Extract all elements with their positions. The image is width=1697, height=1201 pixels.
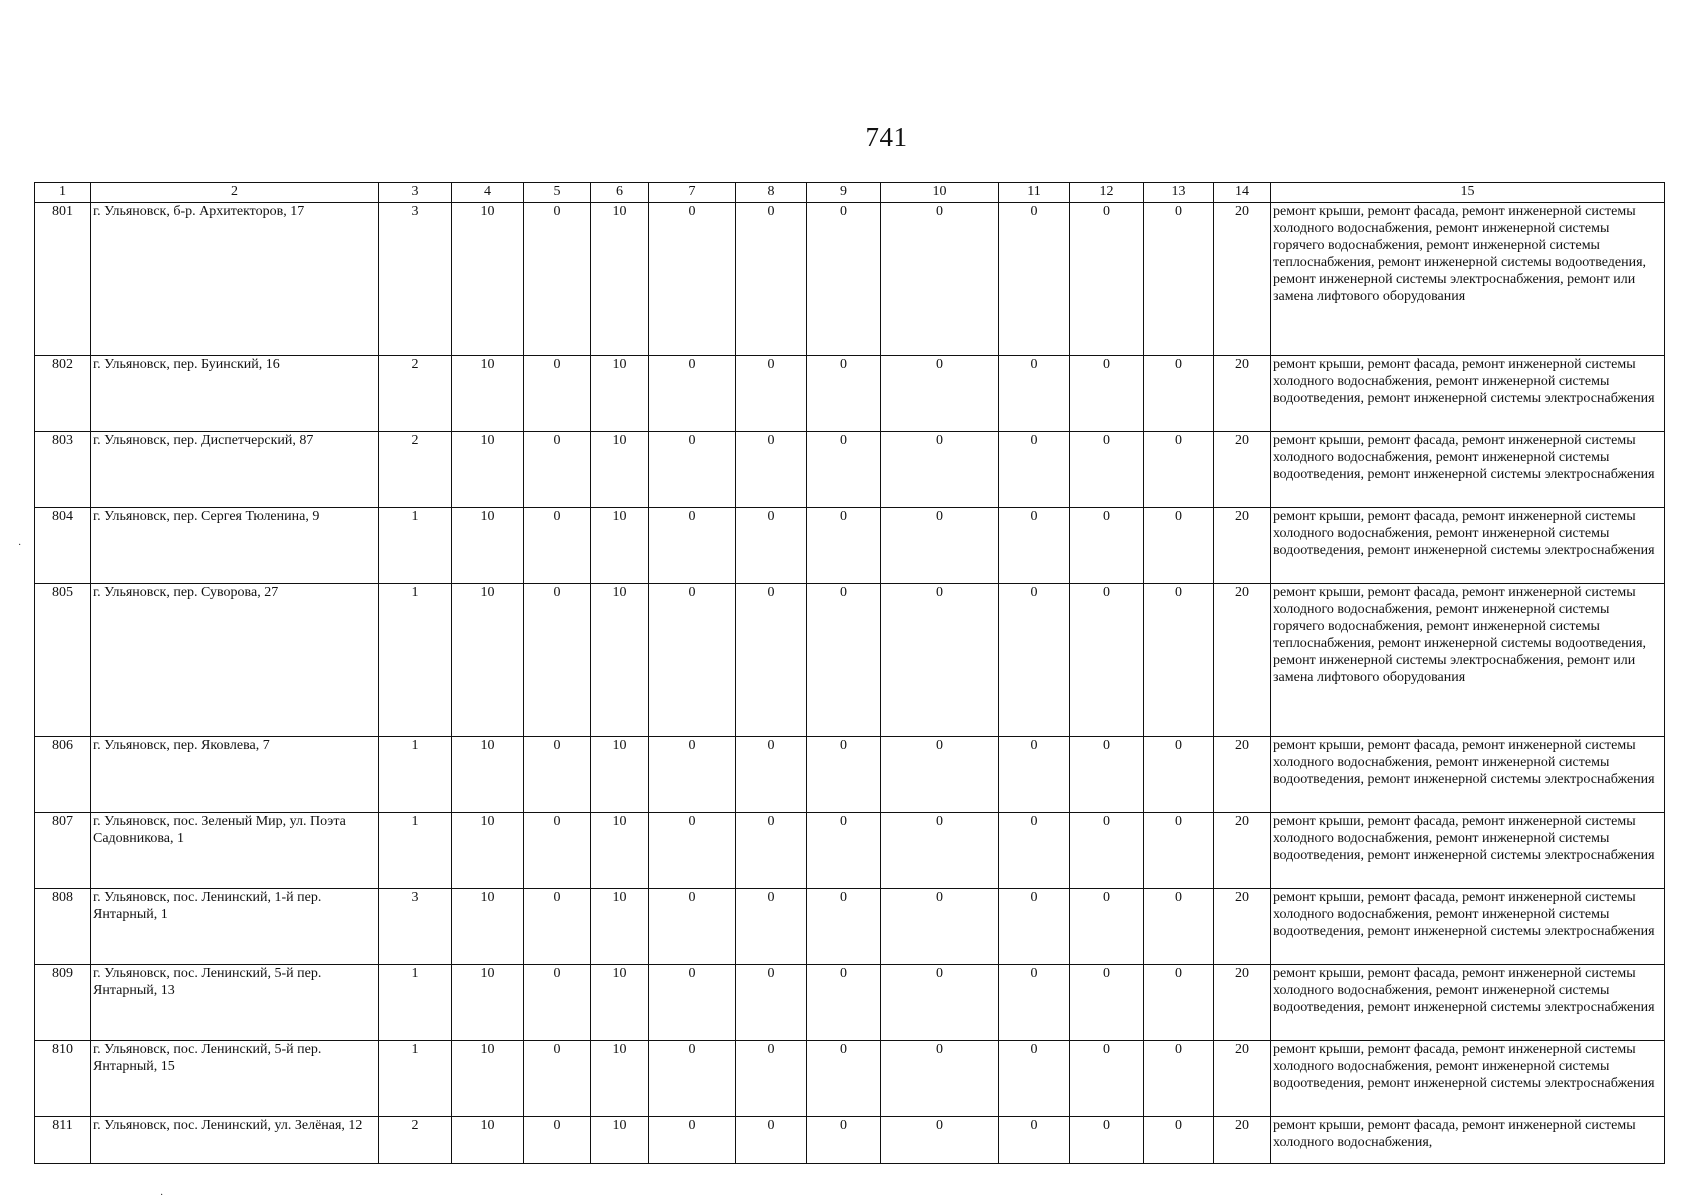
column-header: 5 <box>524 183 591 203</box>
value-cell-c12: 0 <box>1070 1041 1144 1117</box>
value-cell-c6: 10 <box>591 1117 649 1164</box>
column-header: 13 <box>1144 183 1214 203</box>
value-cell-c11: 0 <box>999 584 1070 737</box>
value-cell-c9: 0 <box>807 356 881 432</box>
value-cell-c7: 0 <box>649 203 736 356</box>
value-cell-c11: 0 <box>999 737 1070 813</box>
table-row <box>35 508 1665 584</box>
column-header: 15 <box>1271 183 1665 203</box>
value-cell-c6: 10 <box>591 813 649 889</box>
value-cell-c4: 10 <box>452 203 524 356</box>
value-cell-c11: 0 <box>999 356 1070 432</box>
value-cell-c7: 0 <box>649 737 736 813</box>
table-row <box>35 889 1665 965</box>
value-cell-c12: 0 <box>1070 508 1144 584</box>
value-cell-c10: 0 <box>881 356 999 432</box>
row-number-cell: 808 <box>35 889 91 965</box>
value-cell-c8: 0 <box>736 889 807 965</box>
row-number-cell: 803 <box>35 432 91 508</box>
address-cell: г. Ульяновск, б-р. Архитекторов, 17 <box>91 203 379 356</box>
value-cell-c14: 20 <box>1214 584 1271 737</box>
column-header: 7 <box>649 183 736 203</box>
value-cell-c6: 10 <box>591 203 649 356</box>
value-cell-c11: 0 <box>999 1041 1070 1117</box>
value-cell-c9: 0 <box>807 1117 881 1164</box>
value-cell-c13: 0 <box>1144 356 1214 432</box>
value-cell-c10: 0 <box>881 813 999 889</box>
value-cell-c5: 0 <box>524 965 591 1041</box>
value-cell-c13: 0 <box>1144 889 1214 965</box>
column-header: 14 <box>1214 183 1271 203</box>
value-cell-c13: 0 <box>1144 508 1214 584</box>
value-cell-c9: 0 <box>807 508 881 584</box>
address-cell: г. Ульяновск, пос. Ленинский, 5-й пер. Янтарный, 13 <box>91 965 379 1041</box>
value-cell-c3: 1 <box>379 737 452 813</box>
value-cell-c11: 0 <box>999 203 1070 356</box>
value-cell-c11: 0 <box>999 1117 1070 1164</box>
value-cell-c3: 1 <box>379 584 452 737</box>
value-cell-c9: 0 <box>807 737 881 813</box>
address-cell: г. Ульяновск, пос. Зеленый Мир, ул. Поэта Садовникова, 1 <box>91 813 379 889</box>
value-cell-c3: 2 <box>379 356 452 432</box>
value-cell-c7: 0 <box>649 965 736 1041</box>
address-cell: г. Ульяновск, пос. Ленинский, ул. Зелёная, 12 <box>91 1117 379 1164</box>
value-cell-c11: 0 <box>999 813 1070 889</box>
value-cell-c4: 10 <box>452 965 524 1041</box>
works-cell: ремонт крыши, ремонт фасада, ремонт инженерной системы холодного водоснабжения, <box>1271 1117 1665 1164</box>
value-cell-c8: 0 <box>736 1041 807 1117</box>
works-cell: ремонт крыши, ремонт фасада, ремонт инженерной системы холодного водоснабжения, ремонт инженерной системы водоотведения, ремонт инженерной системы электроснабжения <box>1271 965 1665 1041</box>
row-number-cell: 807 <box>35 813 91 889</box>
value-cell-c14: 20 <box>1214 889 1271 965</box>
value-cell-c7: 0 <box>649 508 736 584</box>
value-cell-c10: 0 <box>881 508 999 584</box>
value-cell-c4: 10 <box>452 813 524 889</box>
address-cell: г. Ульяновск, пер. Диспетчерский, 87 <box>91 432 379 508</box>
value-cell-c9: 0 <box>807 584 881 737</box>
works-cell: ремонт крыши, ремонт фасада, ремонт инженерной системы холодного водоснабжения, ремонт инженерной системы горячего водоснабжения, ремонт инженерной системы теплоснабжения, ремонт инженерной системы водоотведения, ремонт инженерной системы электроснабжения, ремонт или замена лифтового оборудования <box>1271 203 1665 356</box>
value-cell-c12: 0 <box>1070 432 1144 508</box>
value-cell-c8: 0 <box>736 1117 807 1164</box>
table-row <box>35 965 1665 1041</box>
column-header: 9 <box>807 183 881 203</box>
address-cell: г. Ульяновск, пос. Ленинский, 5-й пер. Янтарный, 15 <box>91 1041 379 1117</box>
value-cell-c6: 10 <box>591 737 649 813</box>
value-cell-c5: 0 <box>524 889 591 965</box>
address-cell: г. Ульяновск, пер. Суворова, 27 <box>91 584 379 737</box>
table-row <box>35 1041 1665 1117</box>
value-cell-c12: 0 <box>1070 203 1144 356</box>
value-cell-c4: 10 <box>452 584 524 737</box>
value-cell-c5: 0 <box>524 203 591 356</box>
value-cell-c3: 2 <box>379 1117 452 1164</box>
value-cell-c4: 10 <box>452 1117 524 1164</box>
works-cell: ремонт крыши, ремонт фасада, ремонт инженерной системы холодного водоснабжения, ремонт инженерной системы водоотведения, ремонт инженерной системы электроснабжения <box>1271 813 1665 889</box>
value-cell-c7: 0 <box>649 1041 736 1117</box>
value-cell-c14: 20 <box>1214 203 1271 356</box>
column-header: 11 <box>999 183 1070 203</box>
value-cell-c8: 0 <box>736 813 807 889</box>
value-cell-c8: 0 <box>736 203 807 356</box>
column-header: 1 <box>35 183 91 203</box>
value-cell-c10: 0 <box>881 889 999 965</box>
column-header: 4 <box>452 183 524 203</box>
value-cell-c9: 0 <box>807 889 881 965</box>
value-cell-c5: 0 <box>524 356 591 432</box>
value-cell-c12: 0 <box>1070 889 1144 965</box>
value-cell-c5: 0 <box>524 584 591 737</box>
value-cell-c11: 0 <box>999 508 1070 584</box>
value-cell-c10: 0 <box>881 584 999 737</box>
value-cell-c3: 1 <box>379 1041 452 1117</box>
value-cell-c4: 10 <box>452 1041 524 1117</box>
value-cell-c7: 0 <box>649 356 736 432</box>
value-cell-c13: 0 <box>1144 813 1214 889</box>
value-cell-c3: 3 <box>379 889 452 965</box>
value-cell-c14: 20 <box>1214 432 1271 508</box>
value-cell-c11: 0 <box>999 889 1070 965</box>
value-cell-c9: 0 <box>807 203 881 356</box>
value-cell-c7: 0 <box>649 889 736 965</box>
column-number-row <box>35 183 1665 203</box>
value-cell-c10: 0 <box>881 203 999 356</box>
value-cell-c4: 10 <box>452 356 524 432</box>
page-number: 741 <box>865 122 908 152</box>
value-cell-c6: 10 <box>591 584 649 737</box>
value-cell-c14: 20 <box>1214 1041 1271 1117</box>
value-cell-c12: 0 <box>1070 737 1144 813</box>
value-cell-c13: 0 <box>1144 737 1214 813</box>
table-body <box>35 203 1665 1164</box>
address-cell: г. Ульяновск, пер. Яковлева, 7 <box>91 737 379 813</box>
value-cell-c9: 0 <box>807 813 881 889</box>
value-cell-c9: 0 <box>807 1041 881 1117</box>
value-cell-c12: 0 <box>1070 584 1144 737</box>
value-cell-c14: 20 <box>1214 1117 1271 1164</box>
scan-speck: · <box>160 1190 164 1201</box>
value-cell-c7: 0 <box>649 1117 736 1164</box>
address-cell: г. Ульяновск, пер. Буинский, 16 <box>91 356 379 432</box>
works-cell: ремонт крыши, ремонт фасада, ремонт инженерной системы холодного водоснабжения, ремонт инженерной системы горячего водоснабжения, ремонт инженерной системы теплоснабжения, ремонт инженерной системы водоотведения, ремонт инженерной системы электроснабжения, ремонт или замена лифтового оборудования <box>1271 584 1665 737</box>
row-number-cell: 810 <box>35 1041 91 1117</box>
column-header: 10 <box>881 183 999 203</box>
value-cell-c5: 0 <box>524 813 591 889</box>
value-cell-c13: 0 <box>1144 1117 1214 1164</box>
works-cell: ремонт крыши, ремонт фасада, ремонт инженерной системы холодного водоснабжения, ремонт инженерной системы водоотведения, ремонт инженерной системы электроснабжения <box>1271 737 1665 813</box>
value-cell-c11: 0 <box>999 965 1070 1041</box>
value-cell-c4: 10 <box>452 737 524 813</box>
value-cell-c11: 0 <box>999 432 1070 508</box>
value-cell-c8: 0 <box>736 737 807 813</box>
value-cell-c4: 10 <box>452 432 524 508</box>
value-cell-c3: 1 <box>379 965 452 1041</box>
table-row <box>35 432 1665 508</box>
value-cell-c12: 0 <box>1070 1117 1144 1164</box>
value-cell-c9: 0 <box>807 432 881 508</box>
value-cell-c12: 0 <box>1070 356 1144 432</box>
value-cell-c8: 0 <box>736 356 807 432</box>
value-cell-c6: 10 <box>591 432 649 508</box>
value-cell-c13: 0 <box>1144 965 1214 1041</box>
value-cell-c6: 10 <box>591 356 649 432</box>
value-cell-c6: 10 <box>591 965 649 1041</box>
value-cell-c5: 0 <box>524 1117 591 1164</box>
row-number-cell: 806 <box>35 737 91 813</box>
column-header: 8 <box>736 183 807 203</box>
value-cell-c10: 0 <box>881 965 999 1041</box>
value-cell-c10: 0 <box>881 1117 999 1164</box>
value-cell-c6: 10 <box>591 1041 649 1117</box>
value-cell-c3: 1 <box>379 813 452 889</box>
address-cell: г. Ульяновск, пер. Сергея Тюленина, 9 <box>91 508 379 584</box>
housing-repair-table <box>34 182 1665 1164</box>
value-cell-c4: 10 <box>452 889 524 965</box>
value-cell-c9: 0 <box>807 965 881 1041</box>
value-cell-c3: 3 <box>379 203 452 356</box>
row-number-cell: 811 <box>35 1117 91 1164</box>
column-header: 6 <box>591 183 649 203</box>
value-cell-c10: 0 <box>881 432 999 508</box>
row-number-cell: 809 <box>35 965 91 1041</box>
value-cell-c6: 10 <box>591 889 649 965</box>
value-cell-c8: 0 <box>736 432 807 508</box>
value-cell-c12: 0 <box>1070 813 1144 889</box>
value-cell-c5: 0 <box>524 737 591 813</box>
table-row <box>35 356 1665 432</box>
value-cell-c13: 0 <box>1144 584 1214 737</box>
works-cell: ремонт крыши, ремонт фасада, ремонт инженерной системы холодного водоснабжения, ремонт инженерной системы водоотведения, ремонт инженерной системы электроснабжения <box>1271 432 1665 508</box>
value-cell-c14: 20 <box>1214 508 1271 584</box>
value-cell-c8: 0 <box>736 584 807 737</box>
table-row <box>35 584 1665 737</box>
works-cell: ремонт крыши, ремонт фасада, ремонт инженерной системы холодного водоснабжения, ремонт инженерной системы водоотведения, ремонт инженерной системы электроснабжения <box>1271 508 1665 584</box>
value-cell-c7: 0 <box>649 432 736 508</box>
value-cell-c3: 2 <box>379 432 452 508</box>
value-cell-c7: 0 <box>649 813 736 889</box>
address-cell: г. Ульяновск, пос. Ленинский, 1-й пер. Янтарный, 1 <box>91 889 379 965</box>
row-number-cell: 804 <box>35 508 91 584</box>
column-header: 2 <box>91 183 379 203</box>
value-cell-c13: 0 <box>1144 203 1214 356</box>
value-cell-c8: 0 <box>736 965 807 1041</box>
row-number-cell: 801 <box>35 203 91 356</box>
scan-speck: · <box>18 540 22 551</box>
row-number-cell: 802 <box>35 356 91 432</box>
works-cell: ремонт крыши, ремонт фасада, ремонт инженерной системы холодного водоснабжения, ремонт инженерной системы водоотведения, ремонт инженерной системы электроснабжения <box>1271 1041 1665 1117</box>
value-cell-c13: 0 <box>1144 1041 1214 1117</box>
column-header: 12 <box>1070 183 1144 203</box>
works-cell: ремонт крыши, ремонт фасада, ремонт инженерной системы холодного водоснабжения, ремонт инженерной системы водоотведения, ремонт инженерной системы электроснабжения <box>1271 889 1665 965</box>
table-row <box>35 813 1665 889</box>
value-cell-c5: 0 <box>524 508 591 584</box>
value-cell-c10: 0 <box>881 737 999 813</box>
value-cell-c14: 20 <box>1214 813 1271 889</box>
works-cell: ремонт крыши, ремонт фасада, ремонт инженерной системы холодного водоснабжения, ремонт инженерной системы водоотведения, ремонт инженерной системы электроснабжения <box>1271 356 1665 432</box>
value-cell-c7: 0 <box>649 584 736 737</box>
table-row <box>35 1117 1665 1164</box>
value-cell-c12: 0 <box>1070 965 1144 1041</box>
table-row <box>35 203 1665 356</box>
value-cell-c4: 10 <box>452 508 524 584</box>
table-row <box>35 737 1665 813</box>
value-cell-c5: 0 <box>524 1041 591 1117</box>
value-cell-c6: 10 <box>591 508 649 584</box>
value-cell-c14: 20 <box>1214 965 1271 1041</box>
value-cell-c10: 0 <box>881 1041 999 1117</box>
column-header: 3 <box>379 183 452 203</box>
value-cell-c3: 1 <box>379 508 452 584</box>
value-cell-c14: 20 <box>1214 356 1271 432</box>
value-cell-c5: 0 <box>524 432 591 508</box>
row-number-cell: 805 <box>35 584 91 737</box>
value-cell-c8: 0 <box>736 508 807 584</box>
value-cell-c13: 0 <box>1144 432 1214 508</box>
value-cell-c14: 20 <box>1214 737 1271 813</box>
